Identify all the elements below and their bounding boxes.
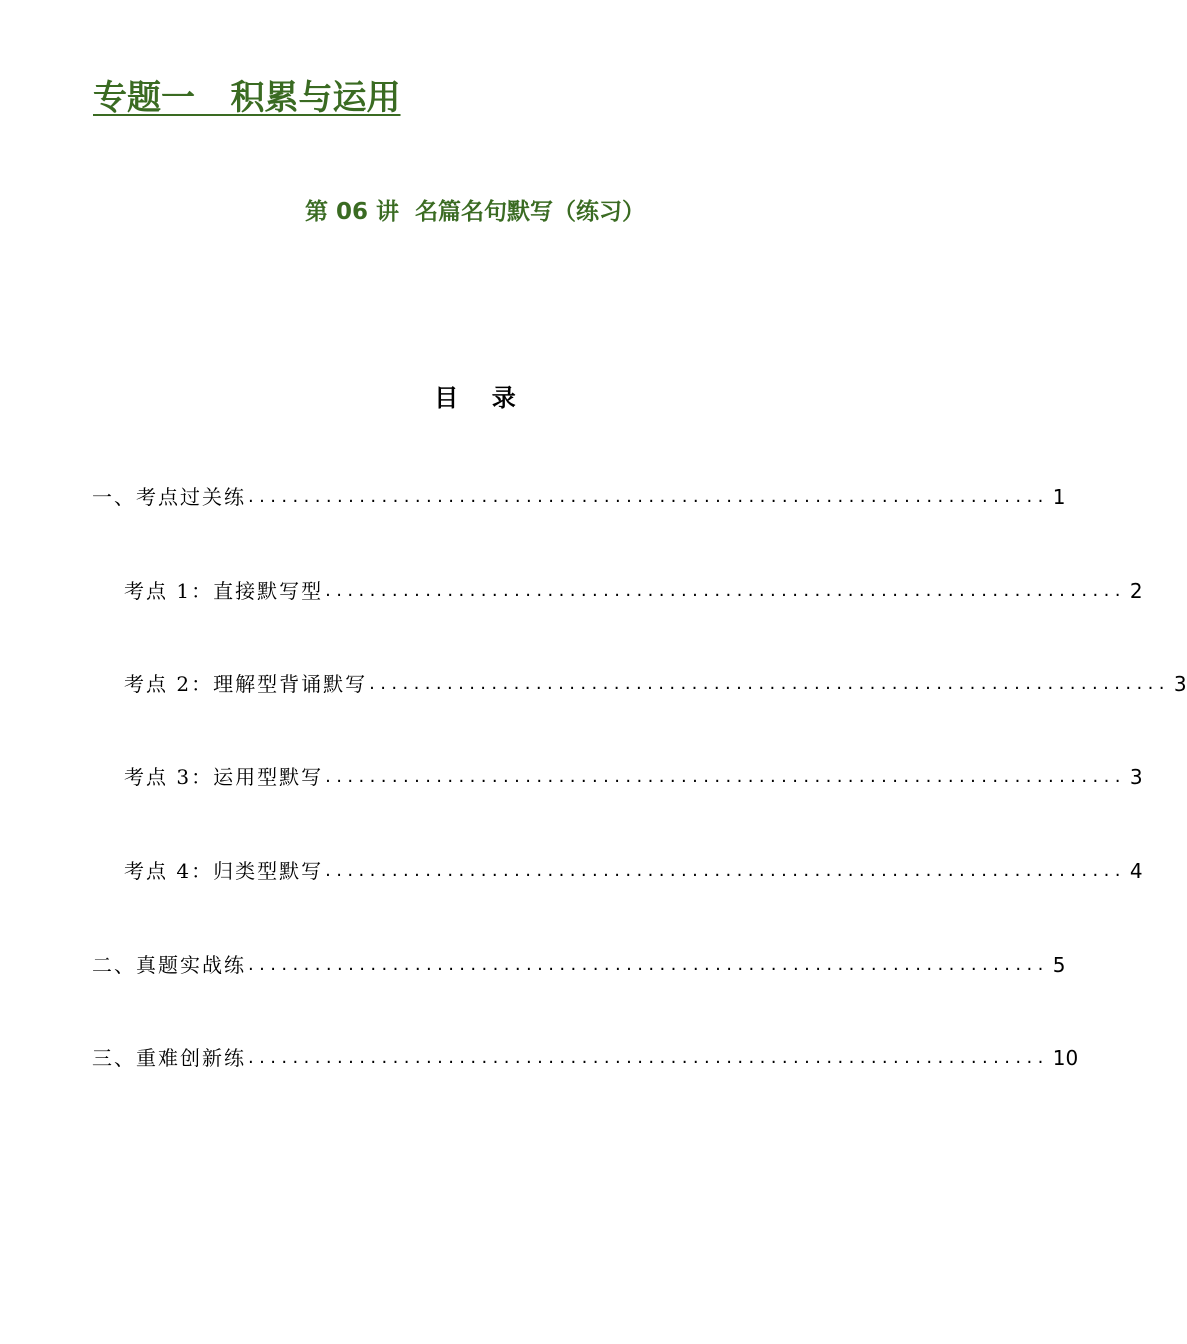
toc-leader-dots: ........................................................................ [369, 673, 1170, 694]
toc-entry-point-2[interactable] [124, 669, 1187, 699]
toc-entry-page: 2 [1129, 579, 1143, 603]
toc-entry-label: 二、真题实战练 [92, 953, 246, 977]
toc-entry-point-3[interactable] [124, 762, 1143, 792]
toc-entry-page: 1 [1052, 485, 1066, 509]
toc-entry-page: 10 [1052, 1046, 1079, 1070]
toc-entry-page: 3 [1129, 765, 1143, 789]
toc-leader-dots: ........................................................................ [325, 766, 1126, 787]
toc-leader-dots: ........................................................................ [248, 954, 1049, 975]
toc-leader-dots: ........................................................................ [325, 860, 1126, 881]
toc-entry-label: 考点 3：运用型默写 [124, 765, 324, 789]
lecture-title: 第 06 讲 名篇名句默写（练习） [304, 199, 646, 225]
toc-entry-point-4[interactable] [124, 856, 1143, 886]
toc-entry-section-1[interactable] [92, 482, 1066, 512]
toc-leader-dots: ........................................................................ [325, 580, 1126, 601]
toc-entry-label: 三、重难创新练 [92, 1046, 246, 1070]
toc-entry-section-2[interactable] [92, 950, 1066, 980]
toc-entry-label: 考点 1：直接默写型 [124, 579, 324, 603]
toc-entry-section-3[interactable] [92, 1043, 1079, 1073]
toc-entry-point-1[interactable] [124, 576, 1143, 606]
toc-leader-dots: ........................................................................ [248, 486, 1049, 507]
toc-entry-label: 考点 4：归类型默写 [124, 859, 324, 883]
toc-entry-page: 4 [1129, 859, 1143, 883]
toc-title: 目 录 [434, 384, 516, 412]
topic-heading: 专题一 积累与运用 [93, 78, 401, 118]
toc-entry-page: 3 [1173, 672, 1187, 696]
toc-entry-label: 一、考点过关练 [92, 485, 246, 509]
toc-leader-dots: ........................................................................ [248, 1047, 1049, 1068]
toc-entry-label: 考点 2：理解型背诵默写 [124, 672, 368, 696]
toc-entry-page: 5 [1052, 953, 1066, 977]
